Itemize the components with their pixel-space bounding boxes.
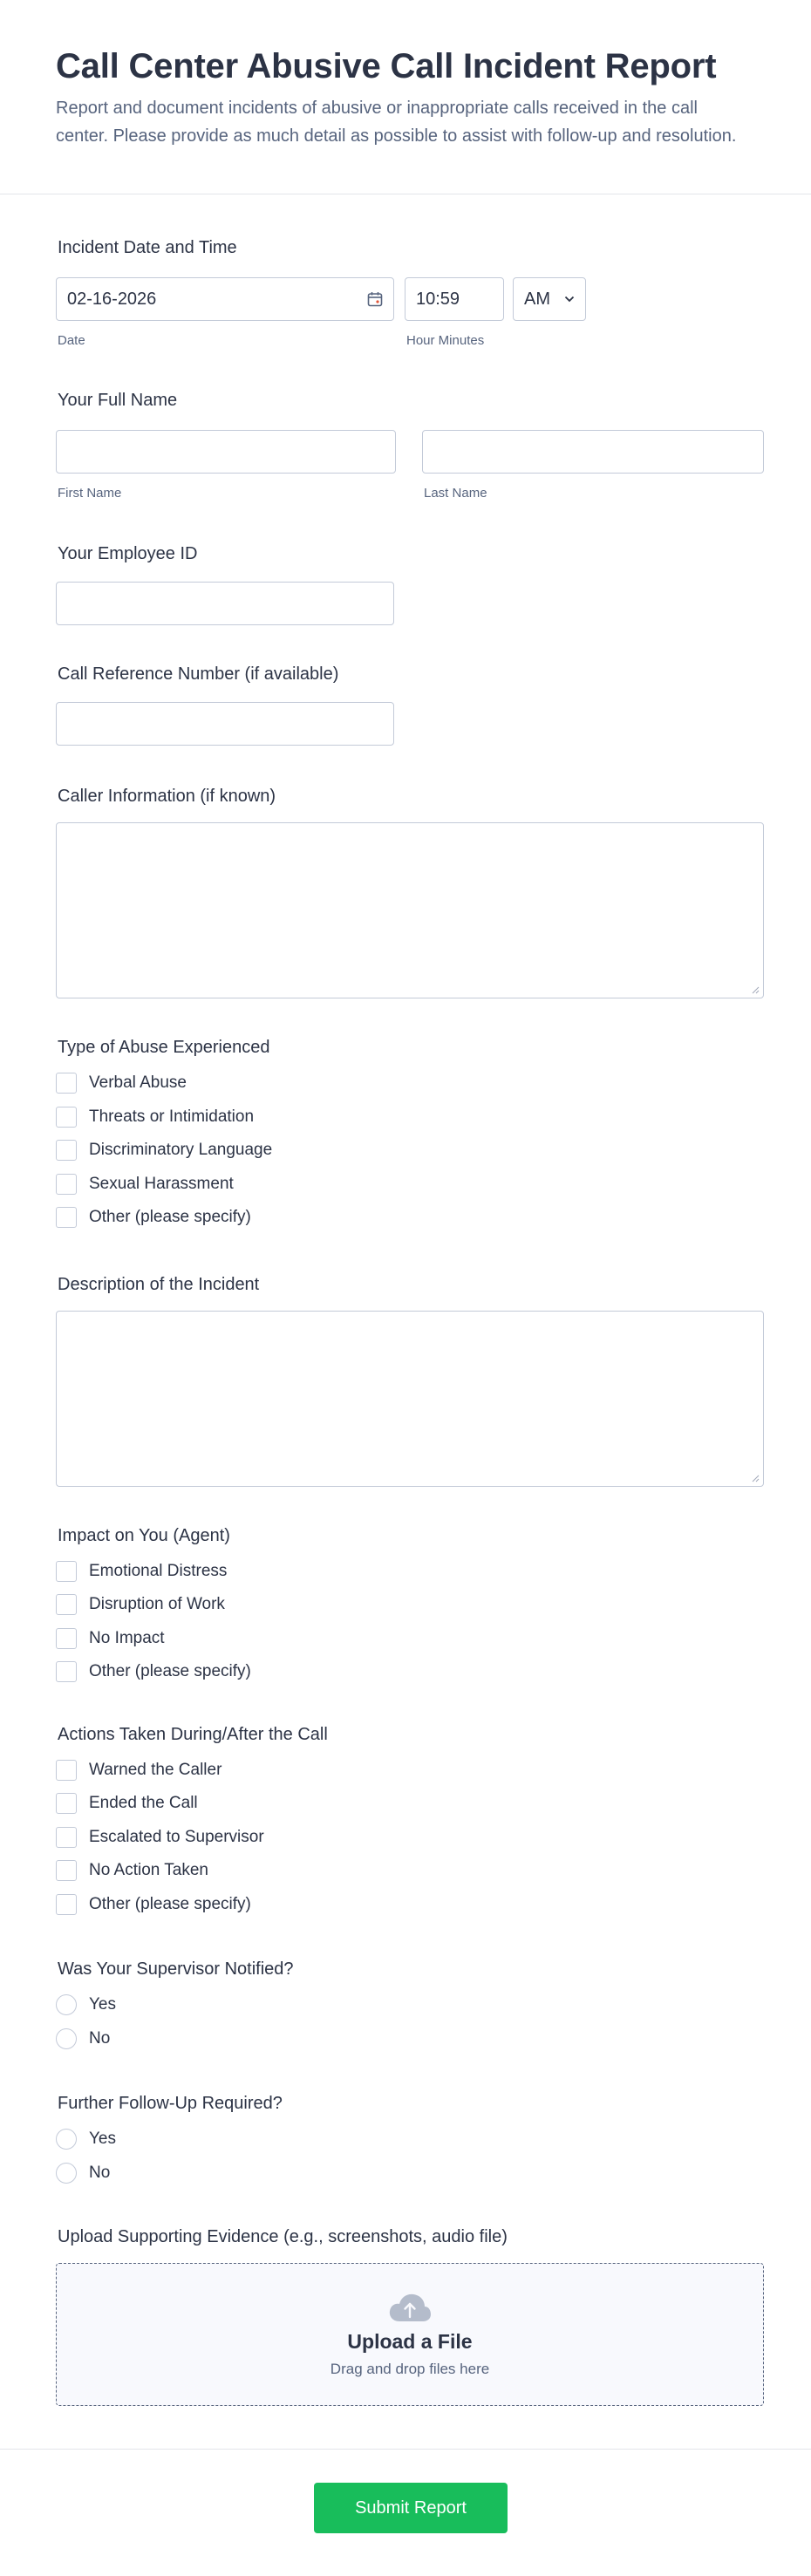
- form-footer: [0, 2449, 811, 2576]
- call-reference-label: Call Reference Number (if available): [58, 664, 339, 684]
- supervisor-option-yes[interactable]: [56, 1988, 764, 2022]
- impact-option-disruption[interactable]: [56, 1588, 764, 1622]
- call-reference-section: [56, 662, 764, 746]
- file-upload-dropzone[interactable]: [56, 2263, 764, 2406]
- caller-info-label: Caller Information (if known): [58, 787, 276, 806]
- upload-section: [56, 2225, 764, 2406]
- followup-label: Further Follow-Up Required?: [58, 2094, 283, 2113]
- action-option-other[interactable]: [56, 1888, 764, 1922]
- abuse-option-discriminatory[interactable]: [56, 1134, 764, 1168]
- option-label: Warned the Caller: [89, 1760, 222, 1779]
- option-label: Yes: [89, 1995, 116, 2014]
- employee-id-section: [56, 542, 764, 625]
- abuse-type-section: [56, 1035, 764, 1235]
- option-label: Discriminatory Language: [89, 1141, 273, 1160]
- description-label: Description of the Incident: [58, 1274, 260, 1294]
- action-option-warned[interactable]: [56, 1754, 764, 1788]
- option-label: No: [89, 2163, 111, 2182]
- option-label: Ended the Call: [89, 1794, 198, 1813]
- supervisor-section: [56, 1957, 764, 2055]
- supervisor-label: Was Your Supervisor Notified?: [58, 1959, 294, 1979]
- impact-section: [56, 1523, 764, 1689]
- time-input[interactable]: [405, 277, 504, 321]
- first-name-group: [56, 430, 396, 501]
- form-title: Call Center Abusive Call Incident Report: [56, 47, 717, 85]
- resize-grip-icon[interactable]: [751, 985, 760, 994]
- checkbox[interactable]: [56, 1594, 77, 1615]
- form-subtitle: Report and document incidents of abusive or inappropriate calls received in the call center. Please provide as much detail as possible to assist with follow-up and resolution.: [56, 99, 737, 146]
- actions-section: [56, 1722, 764, 1922]
- radio-button[interactable]: [56, 2028, 77, 2049]
- impact-option-none[interactable]: [56, 1622, 764, 1656]
- option-label: Threats or Intimidation: [89, 1107, 255, 1126]
- chevron-down-icon: [564, 296, 575, 303]
- option-label: Sexual Harassment: [89, 1174, 234, 1193]
- checkbox[interactable]: [56, 1107, 77, 1128]
- checkbox[interactable]: [56, 1073, 77, 1094]
- option-label: Escalated to Supervisor: [89, 1827, 264, 1846]
- supervisor-option-no[interactable]: [56, 2022, 764, 2056]
- incident-datetime-label: Incident Date and Time: [58, 238, 237, 257]
- upload-title: Upload a File: [347, 2329, 473, 2353]
- option-label: Yes: [89, 2130, 116, 2149]
- full-name-label: Your Full Name: [58, 391, 178, 410]
- caller-info-textarea[interactable]: [56, 822, 764, 998]
- checkbox[interactable]: [56, 1894, 77, 1915]
- upload-label: Upload Supporting Evidence (e.g., screenshots, audio file): [58, 2227, 508, 2246]
- checkbox[interactable]: [56, 1760, 77, 1781]
- checkbox[interactable]: [56, 1860, 77, 1881]
- employee-id-label: Your Employee ID: [58, 544, 198, 563]
- incident-datetime-section: [56, 235, 764, 349]
- action-option-ended[interactable]: [56, 1787, 764, 1821]
- option-label: No Impact: [89, 1628, 165, 1647]
- first-name-sublabel: First Name: [58, 486, 122, 501]
- radio-button[interactable]: [56, 2129, 77, 2150]
- impact-option-other[interactable]: [56, 1655, 764, 1689]
- resize-grip-icon[interactable]: [751, 1474, 760, 1482]
- radio-button[interactable]: [56, 1994, 77, 2015]
- abuse-option-harassment[interactable]: [56, 1168, 764, 1202]
- option-label: No Action Taken: [89, 1861, 208, 1880]
- form-body: [0, 235, 811, 2406]
- last-name-group: [422, 430, 764, 501]
- checkbox[interactable]: [56, 1174, 77, 1195]
- actions-label: Actions Taken During/After the Call: [58, 1724, 328, 1744]
- checkbox[interactable]: [56, 1661, 77, 1682]
- abuse-option-threats[interactable]: [56, 1101, 764, 1135]
- checkbox[interactable]: [56, 1561, 77, 1582]
- option-label: Emotional Distress: [89, 1561, 228, 1580]
- time-value: 10:59: [416, 289, 460, 309]
- checkbox[interactable]: [56, 1140, 77, 1161]
- checkbox[interactable]: [56, 1827, 77, 1848]
- option-label: Verbal Abuse: [89, 1073, 187, 1093]
- calendar-icon[interactable]: [367, 291, 383, 307]
- option-label: No: [89, 2028, 111, 2048]
- last-name-input[interactable]: [422, 430, 764, 474]
- abuse-option-other[interactable]: [56, 1201, 764, 1235]
- time-field-group: [405, 277, 586, 349]
- date-value: 02-16-2026: [67, 289, 157, 309]
- option-label: Other (please specify): [89, 1208, 251, 1227]
- action-option-escalated[interactable]: [56, 1821, 764, 1855]
- employee-id-input[interactable]: [56, 582, 394, 625]
- description-textarea[interactable]: [56, 1311, 764, 1487]
- time-sublabel: Hour Minutes: [406, 333, 485, 348]
- impact-label: Impact on You (Agent): [58, 1525, 230, 1545]
- date-sublabel: Date: [58, 333, 85, 348]
- upload-subtitle: Drag and drop files here: [330, 2360, 490, 2377]
- impact-option-distress[interactable]: [56, 1555, 764, 1589]
- action-option-none[interactable]: [56, 1854, 764, 1888]
- radio-button[interactable]: [56, 2163, 77, 2184]
- caller-info-section: [56, 784, 764, 998]
- first-name-input[interactable]: [56, 430, 396, 474]
- ampm-value: AM: [524, 289, 550, 309]
- checkbox[interactable]: [56, 1793, 77, 1814]
- followup-option-yes[interactable]: [56, 2123, 764, 2157]
- followup-option-no[interactable]: [56, 2157, 764, 2191]
- cloud-upload-icon: [388, 2292, 432, 2323]
- option-label: Other (please specify): [89, 1662, 251, 1681]
- call-reference-input[interactable]: [56, 702, 394, 746]
- ampm-select[interactable]: [513, 277, 586, 321]
- option-label: Disruption of Work: [89, 1595, 225, 1614]
- abuse-option-verbal[interactable]: [56, 1067, 764, 1101]
- form-header: [0, 0, 811, 194]
- option-label: Other (please specify): [89, 1894, 251, 1913]
- checkbox[interactable]: [56, 1628, 77, 1649]
- last-name-sublabel: Last Name: [424, 486, 487, 501]
- followup-section: [56, 2091, 764, 2190]
- date-input[interactable]: [56, 277, 394, 321]
- description-section: [56, 1272, 764, 1487]
- full-name-section: [56, 388, 764, 501]
- abuse-type-label: Type of Abuse Experienced: [58, 1038, 270, 1057]
- checkbox[interactable]: [56, 1207, 77, 1228]
- submit-report-button[interactable]: Submit Report: [314, 2483, 508, 2533]
- date-field-group: [56, 277, 394, 349]
